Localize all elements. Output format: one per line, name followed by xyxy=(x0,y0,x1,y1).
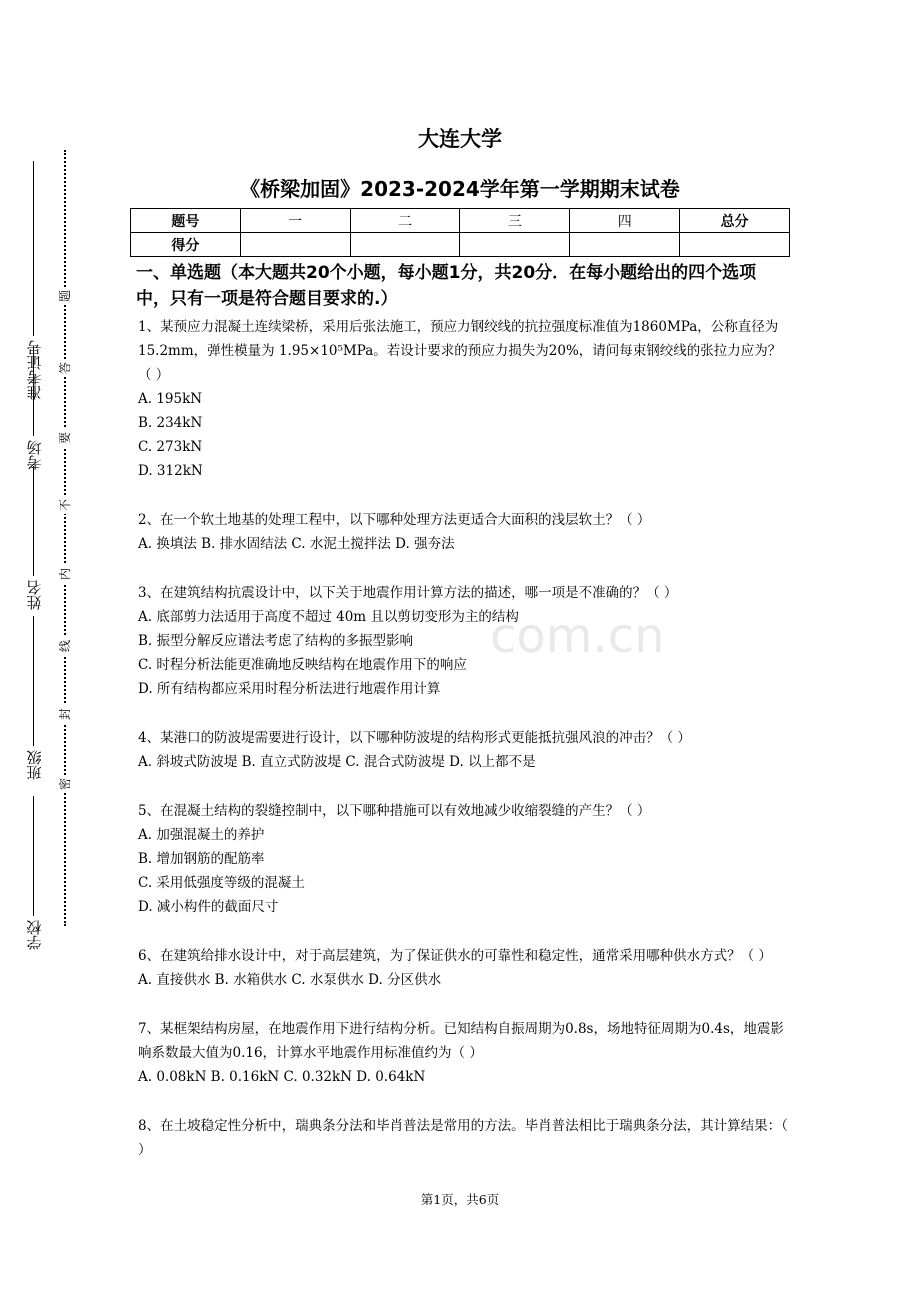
question-option: B. 增加钢筋的配筋率 xyxy=(138,851,265,867)
question-option: A. 加强混凝土的养护 xyxy=(138,827,265,843)
seal-dotted-line xyxy=(64,150,66,926)
question-stem: 4、某港口的防波堤需要进行设计，以下哪种防波堤的结构形式更能抵抗强风浪的冲击？（ ） xyxy=(138,730,691,746)
score-cell: 二 xyxy=(350,209,460,233)
question-option: B. 振型分解反应谱法考虑了结构的多振型影响 xyxy=(138,633,414,649)
seal-char: 不 xyxy=(57,496,73,514)
field-name: 姓名 xyxy=(14,460,54,610)
question-option: A. 斜坡式防波堤 B. 直立式防波堤 C. 混合式防波堤 D. 以上都不是 xyxy=(138,754,536,770)
field-exam-room: 考场 xyxy=(14,340,54,470)
score-cell: 四 xyxy=(570,209,680,233)
question-6 xyxy=(138,944,790,992)
score-cell: 总分 xyxy=(680,209,790,233)
question-option: A. 换填法 B. 排水固结法 C. 水泥土搅拌法 D. 强夯法 xyxy=(138,536,455,552)
question-8 xyxy=(138,1114,790,1162)
question-option: A. 0.08kN B. 0.16kN C. 0.32kN D. 0.64kN xyxy=(138,1069,426,1085)
question-option: C. 时程分析法能更准确地反映结构在地震作用下的响应 xyxy=(138,657,467,673)
question-stem: 6、在建筑给排水设计中，对于高层建筑，为了保证供水的可靠性和稳定性，通常采用哪种供水方式？（ ） xyxy=(138,948,772,964)
page-number: 第1页，共6页 xyxy=(420,1192,500,1207)
score-cell: 得分 xyxy=(131,233,241,257)
question-stem: 2、在一个软土地基的处理工程中，以下哪种处理方法更适合大面积的浅层软土？（ ） xyxy=(138,512,651,528)
seal-char: 内 xyxy=(57,565,73,583)
question-option: C. 273kN xyxy=(138,439,203,455)
watermark: com.cn xyxy=(490,608,665,664)
field-school: 学校 xyxy=(14,790,54,950)
score-table-header-row xyxy=(131,209,790,233)
question-stem: 3、在建筑结构抗震设计中，以下关于地震作用计算方法的描述，哪一项是不准确的？（ ） xyxy=(138,585,678,601)
question-option: D. 所有结构都应采用时程分析法进行地震作用计算 xyxy=(138,681,441,697)
score-table-score-row xyxy=(131,233,790,257)
seal-char: 密 xyxy=(57,775,73,793)
score-cell: 题号 xyxy=(131,209,241,233)
question-stem: 8、在土坡稳定性分析中，瑞典条分法和毕肖普法是常用的方法。毕肖普法相比于瑞典条分法，其计算结果：（ ） xyxy=(138,1118,788,1158)
score-cell: 一 xyxy=(240,209,350,233)
seal-char: 封 xyxy=(57,705,73,723)
question-2 xyxy=(138,508,790,556)
score-table xyxy=(130,208,790,257)
question-5 xyxy=(138,799,790,919)
seal-char: 题 xyxy=(57,287,73,305)
question-stem: 5、在混凝土结构的裂缝控制中，以下哪种措施可以有效地减少收缩裂缝的产生？（ ） xyxy=(138,803,651,819)
question-option: A. 195kN xyxy=(138,391,203,407)
seal-char: 要 xyxy=(57,429,73,447)
seal-char: 答 xyxy=(57,359,73,377)
score-input-cell xyxy=(350,233,460,257)
score-input-cell xyxy=(460,233,570,257)
score-cell: 三 xyxy=(460,209,570,233)
binding-margin xyxy=(14,150,54,950)
question-option: B. 234kN xyxy=(138,415,203,431)
question-option: A. 直接供水 B. 水箱供水 C. 水泵供水 D. 分区供水 xyxy=(138,972,442,988)
question-1 xyxy=(138,315,790,483)
score-input-cell xyxy=(570,233,680,257)
exam-content xyxy=(138,260,790,1187)
question-option: C. 采用低强度等级的混凝土 xyxy=(138,875,305,891)
field-class: 班级 xyxy=(14,610,54,780)
question-4 xyxy=(138,726,790,774)
question-option: D. 减小构件的截面尺寸 xyxy=(138,899,279,915)
section-heading: 一、单选题（本大题共20个小题，每小题1分，共20分．在每小题给出的四个选项中，只有一项是符合题目要求的.） xyxy=(136,263,757,309)
question-stem: 1、某预应力混凝土连续梁桥，采用后张法施工，预应力钢绞线的抗拉强度标准值为1860MPa，公称直径为 15.2mm，弹性模量为 1.95×10⁵MPa。若设计要求的预应力损失为20%，请问每束钢绞线的张拉力应为？（ ） xyxy=(138,319,782,383)
score-input-cell xyxy=(680,233,790,257)
question-stem: 7、某框架结构房屋，在地震作用下进行结构分析。已知结构自振周期为0.8s，场地特征周期为0.4s，地震影响系数最大值为0.16，计算水平地震作用标准值约为（ ） xyxy=(138,1021,784,1061)
school-name: 大连大学 xyxy=(418,127,502,151)
seal-char: 线 xyxy=(57,637,73,655)
question-option: D. 312kN xyxy=(138,463,203,479)
question-option: A. 底部剪力法适用于高度不超过 40m 且以剪切变形为主的结构 xyxy=(138,609,519,625)
question-7 xyxy=(138,1017,790,1089)
exam-title: 《桥梁加固》2023-2024学年第一学期期末试卷 xyxy=(240,177,680,201)
score-input-cell xyxy=(240,233,350,257)
field-exam-number: 准考证号 xyxy=(14,150,54,400)
question-3 xyxy=(138,581,790,701)
